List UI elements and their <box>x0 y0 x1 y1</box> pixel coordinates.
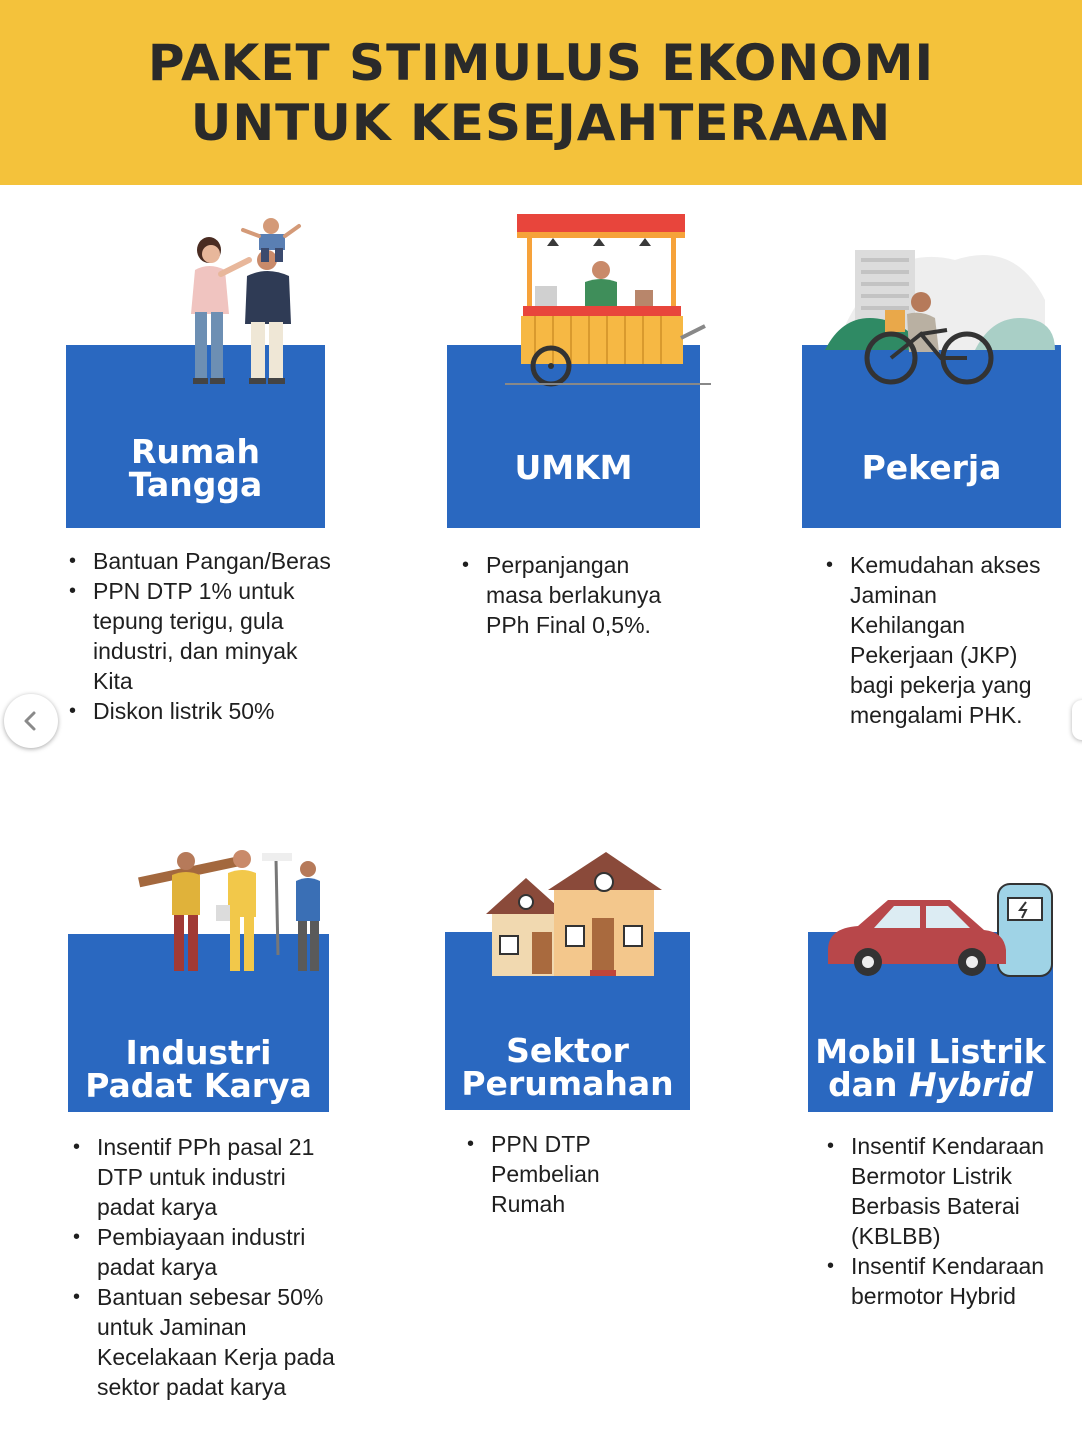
list-item: • Perpanjangan masa berlakunya PPh Final 0,5%. <box>459 550 679 640</box>
next-slide-button[interactable] <box>1072 700 1082 740</box>
houses-icon <box>486 852 660 980</box>
card-title <box>514 389 633 487</box>
card-title-line-1: Rumah <box>130 431 261 471</box>
card-title <box>128 373 263 504</box>
card-title-line-2: dan Hybrid <box>828 1065 1033 1104</box>
list-item: • Insentif Kendaraan bermotor Hybrid <box>824 1251 1049 1311</box>
card-title-line-1: UMKM <box>514 448 633 487</box>
list-item: • PPN DTP 1% untuk tepung terigu, gula industri, dan minyak Kita <box>66 576 336 696</box>
page-header <box>0 0 1082 185</box>
list-item: • Insentif Kendaraan Bermotor Listrik Berbasis Baterai (KBLBB) <box>824 1131 1049 1251</box>
card-title <box>861 389 1002 487</box>
list-item: • Pembiayaan industri padat karya <box>70 1222 345 1282</box>
chevron-left-icon <box>20 710 42 732</box>
card-title-line-2: Padat Karya <box>85 1066 312 1105</box>
list-item: • Insentif PPh pasal 21 DTP untuk industri padat karya <box>70 1132 345 1222</box>
card-title-line-1: Pekerja <box>861 448 1002 487</box>
bullet-list-industri-padat-karya <box>70 1132 345 1402</box>
workers-icon <box>136 845 332 975</box>
header-title-line-2: UNTUK KESEJAHTERAAN <box>190 93 892 152</box>
bullet-list-sektor-perumahan <box>464 1129 674 1219</box>
list-item: • Diskon listrik 50% <box>66 696 336 726</box>
card-title-line-1: Mobil Listrik <box>815 1032 1046 1071</box>
header-title-line-1: PAKET STIMULUS EKONOMI <box>147 33 935 92</box>
family-icon <box>175 212 315 390</box>
card-title-line-1: Sektor <box>506 1031 629 1070</box>
bullet-list-mobil-listrik <box>824 1131 1049 1311</box>
bullet-list-umkm <box>459 550 679 640</box>
cyclist-icon <box>825 240 1055 390</box>
list-item: • Bantuan Pangan/Beras <box>66 546 336 576</box>
previous-slide-button[interactable] <box>4 694 58 748</box>
card-title-line-2: Perumahan <box>461 1064 674 1103</box>
list-item: • PPN DTP Pembelian Rumah <box>464 1129 674 1219</box>
bullet-list-pekerja <box>823 550 1053 730</box>
card-title-line-2: Tangga <box>128 464 263 504</box>
food-cart-icon <box>505 210 715 388</box>
bullet-list-rumah-tangga <box>66 546 336 726</box>
list-item: • Kemudahan akses Jaminan Kehilangan Pekerjaan (JKP) bagi pekerja yang mengalami PHK. <box>823 550 1053 730</box>
card-title-line-1: Industri <box>125 1033 272 1072</box>
electric-car-icon <box>822 880 1066 984</box>
list-item: • Bantuan sebesar 50% untuk Jaminan Kecelakaan Kerja pada sektor padat karya <box>70 1282 345 1402</box>
